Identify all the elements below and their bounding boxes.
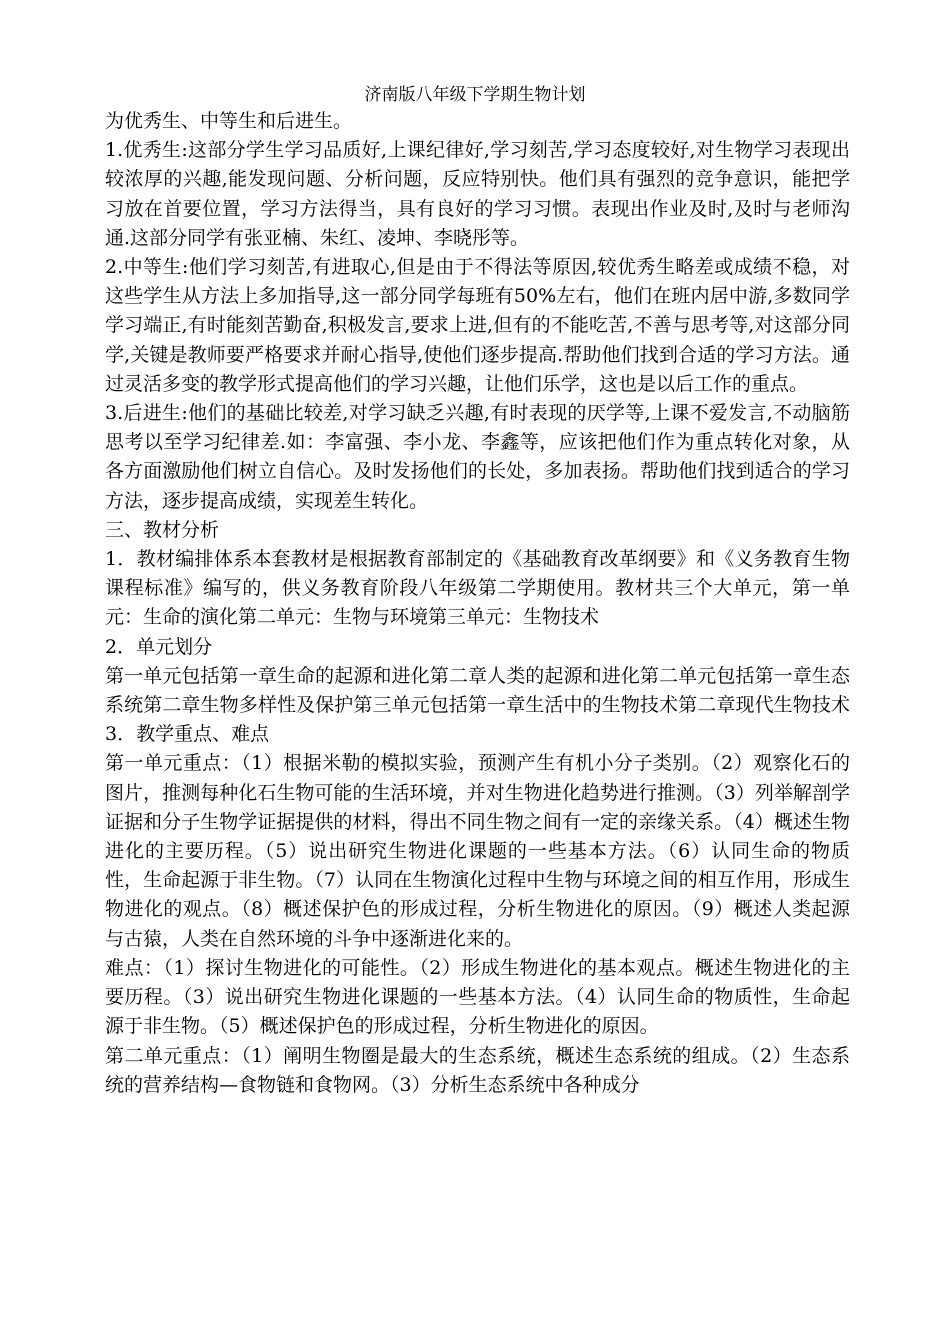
paragraph-average-students: 2.中等生:他们学习刻苦,有进取心,但是由于不得法等原因,较优秀生略差或成绩不稳，对这些学生从方法上多加指导,这一部分同学每班有50%左右，他们在班内居中游,多数同学学习端正,有时能刻苦勤奋,积极发言,要求上进,但有的不能吃苦,不善与思考等,对这部分同学,关键是教师要严格要求并耐心指导,使他们逐步提高.帮助他们找到合适的学习方法。通过灵活多变的教学形式提高他们的学习兴趣，让他们乐学，这也是以后工作的重点。: [105, 256, 850, 395]
paragraph-struggling-students: 3.后进生:他们的基础比较差,对学习缺乏兴趣,有时表现的厌学等,上课不爱发言,不动脑筋思考以至学习纪律差.如：李富强、李小龙、李鑫等，应该把他们作为重点转化对象，从各方面激励他们树立自信心。及时发扬他们的长处，多加表扬。帮助他们找到适合的学习方法，逐步提高成绩，实现差生转化。: [105, 402, 850, 512]
paragraph-unit1-difficulties: 难点：（1）探讨生物进化的可能性。（2）形成生物进化的基本观点。概述生物进化的主要历程。（3）说出研究生物进化课题的一些基本方法。（4）认同生命的物质性，生命起源于非生物。（5）概述保护色的形成过程，分析生物进化的原因。: [105, 956, 850, 1038]
section-heading-textbook-analysis: 三、教材分析: [105, 518, 220, 541]
document-body: [105, 107, 850, 1100]
paragraph-unit-division: 第一单元包括第一章生命的起源和进化第二章人类的起源和进化第二单元包括第一章生态系统第二章生物多样性及保护第三单元包括第一章生活中的生物技术第二章现代生物技术3．教学重点、难点: [105, 664, 850, 746]
page-header: 济南版八年级下学期生物计划: [364, 85, 586, 105]
paragraph-textbook-system: 1．教材编排体系本套教材是根据教育部制定的《基础教育改革纲要》和《义务教育生物课程标准》编写的，供义务教育阶段八年级第二学期使用。教材共三个大单元，第一单元：生命的演化第二单元：生物与环境第三单元：生物技术: [105, 548, 850, 629]
paragraph-intro: 为优秀生、中等生和后进生。: [105, 110, 353, 132]
subheading-unit-division: 2．单元划分: [105, 635, 213, 658]
paragraph-unit2-key-points: 第二单元重点：（1）阐明生物圈是最大的生态系统，概述生态系统的组成。（2）生态系统的营养结构—食物链和食物网。（3）分析生态系统中各种成分: [105, 1044, 850, 1096]
paragraph-excellent-students: 1.优秀生:这部分学生学习品质好,上课纪律好,学习刻苦,学习态度较好,对生物学习表现出较浓厚的兴趣,能发现问题、分析问题，反应特别快。他们具有强烈的竞争意识，能把学习放在首要位置，学习方法得当，具有良好的学习习惯。表现出作业及时,及时与老师沟通.这部分同学有张亚楠、朱红、凌坤、李晓彤等。: [105, 139, 850, 249]
paragraph-unit1-key-points: 第一单元重点：（1）根据米勒的模拟实验，预测产生有机小分子类别。（2）观察化石的图片，推测每种化石生物可能的生活环境，并对生物进化趋势进行推测。（3）列举解剖学证据和分子生物学证据提供的材料，得出不同生物之间有一定的亲缘关系。（4）概述生物进化的主要历程。（5）说出研究生物进化课题的一些基本方法。（6）认同生命的物质性，生命起源于非生物。（7）认同在生物演化过程中生物与环境之间的相互作用，形成生物进化的观点。（8）概述保护色的形成过程，分析生物进化的原因。（9）概述人类起源与古猿，人类在自然环境的斗争中逐渐进化来的。: [105, 752, 850, 950]
